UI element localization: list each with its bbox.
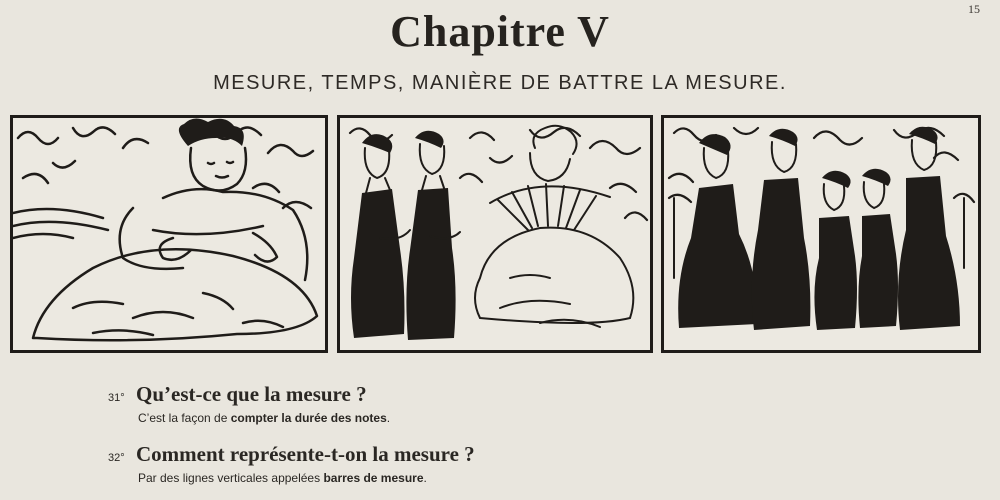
answer-prefix: C’est la façon de xyxy=(138,411,231,425)
answer-prefix: Par des lignes verticales appelées xyxy=(138,471,324,485)
answer-suffix: . xyxy=(386,411,391,425)
page-number: 15 xyxy=(968,2,980,16)
chapter-title: Chapitre V xyxy=(390,7,610,56)
question-block-32 xyxy=(108,442,475,485)
question-text: Qu’est-ce que la mesure ? xyxy=(136,382,367,406)
question-number: 31° xyxy=(108,392,125,404)
answer-text xyxy=(138,411,390,425)
illustration-panel-1 xyxy=(10,115,328,353)
answer-emphasis: compter la durée des notes xyxy=(230,411,387,425)
question-line xyxy=(108,442,475,467)
question-number: 32° xyxy=(108,452,125,464)
question-text: Comment représente-t-on la mesure ? xyxy=(136,442,475,466)
five-women-in-black-dresses-drawing xyxy=(664,118,978,350)
two-women-and-woman-with-fan-drawing xyxy=(340,118,650,350)
illustration-panel-3 xyxy=(661,115,981,353)
illustration-panel-2 xyxy=(337,115,653,353)
question-block-31 xyxy=(108,382,390,425)
answer-emphasis: barres de mesure xyxy=(323,471,424,485)
answer-suffix: . xyxy=(423,471,427,485)
question-line xyxy=(108,382,390,407)
chapter-subtitle: MESURE, TEMPS, MANIÈRE DE BATTRE LA MESURE. xyxy=(213,72,787,94)
seated-large-woman-drawing xyxy=(13,118,325,350)
answer-text xyxy=(138,471,475,485)
